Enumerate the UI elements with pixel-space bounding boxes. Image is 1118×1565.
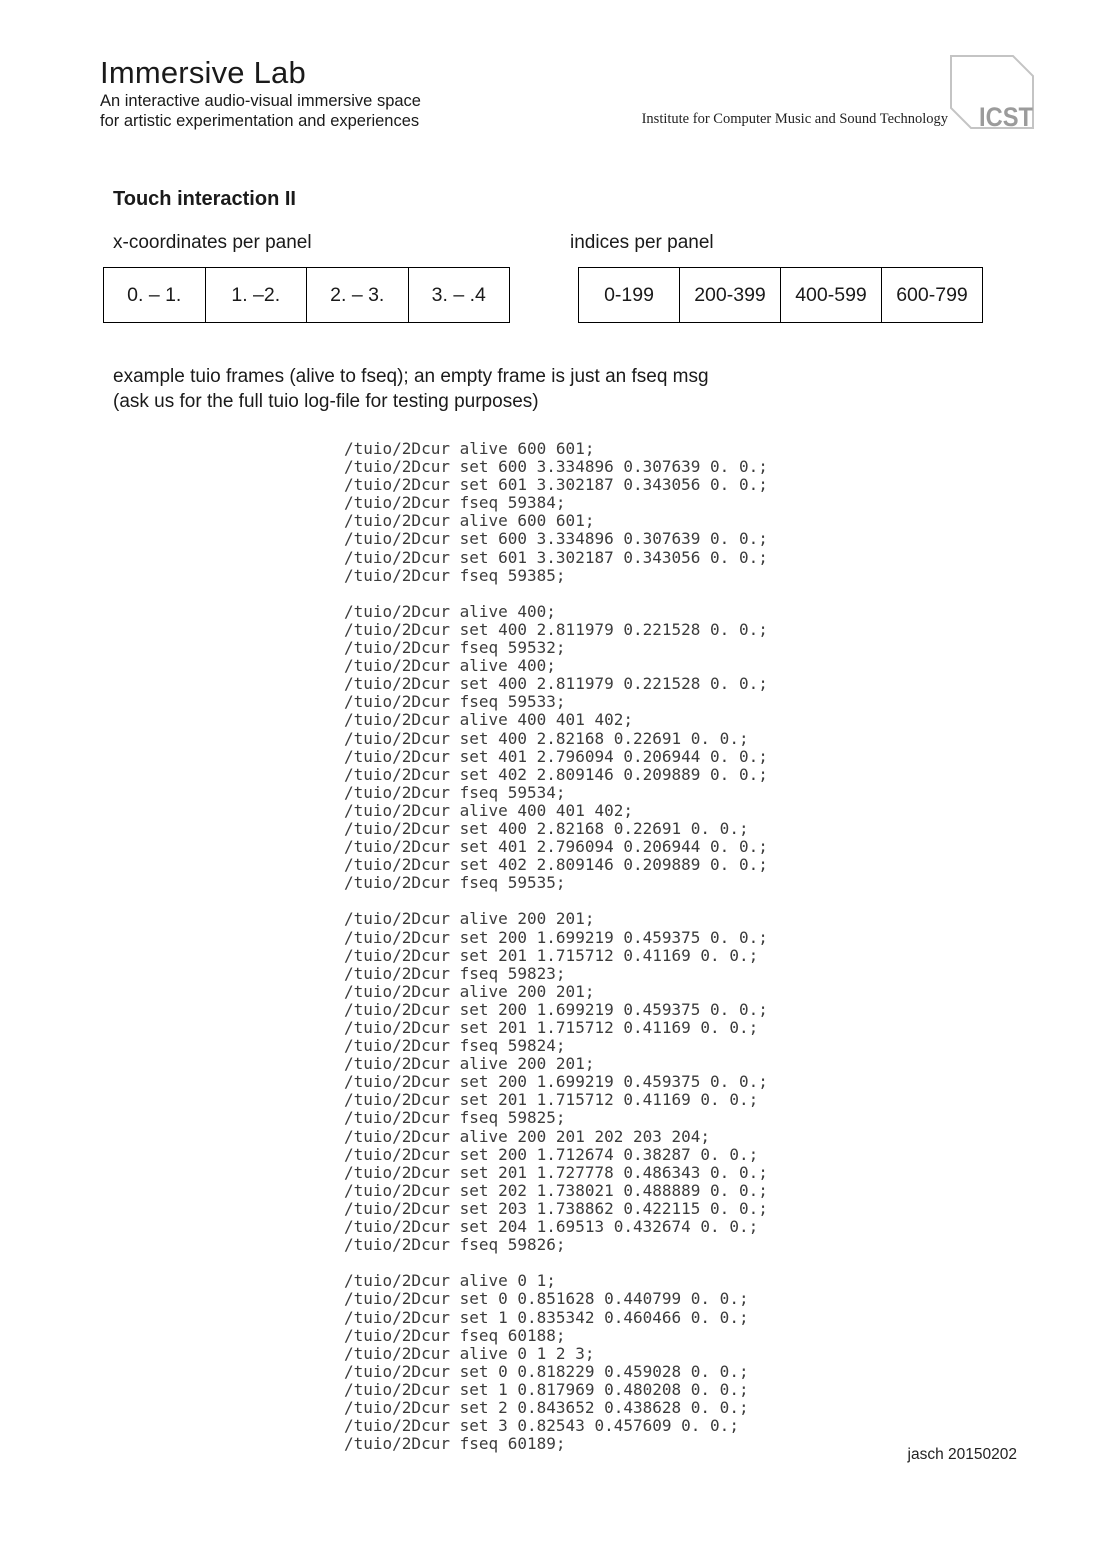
example-text-line-1: example tuio frames (alive to fseq); an empty frame is just an fseq msg <box>113 366 709 387</box>
tuio-log-line: /tuio/2Dcur set 202 1.738021 0.488889 0. 0.; <box>344 1180 768 1200</box>
tuio-log-line: /tuio/2Dcur set 400 2.82168 0.22691 0. 0.; <box>344 728 749 748</box>
tuio-log-block <box>344 1272 768 1453</box>
tuio-log-line: /tuio/2Dcur set 600 3.334896 0.307639 0. 0.; <box>344 457 768 477</box>
tuio-log-line: /tuio/2Dcur set 200 1.699219 0.459375 0. 0.; <box>344 927 768 947</box>
tuio-log-line: /tuio/2Dcur alive 200 201; <box>344 909 595 929</box>
table-cell: 600-799 <box>881 268 982 322</box>
tuio-log-line: /tuio/2Dcur set 201 1.715712 0.41169 0. 0.; <box>344 1090 759 1110</box>
tuio-log-line: /tuio/2Dcur set 201 1.727778 0.486343 0. 0.; <box>344 1162 768 1182</box>
tuio-log-line: /tuio/2Dcur fseq 59535; <box>344 873 566 893</box>
indices-table <box>578 267 983 323</box>
tuio-log-line: /tuio/2Dcur fseq 59826; <box>344 1235 566 1255</box>
subtitle-line-1: An interactive audio-visual immersive space <box>100 92 421 110</box>
tuio-log-line: /tuio/2Dcur set 601 3.302187 0.343056 0. 0.; <box>344 547 768 567</box>
example-text <box>113 364 709 414</box>
tuio-log-line: /tuio/2Dcur set 600 3.334896 0.307639 0. 0.; <box>344 529 768 549</box>
tuio-log-line: /tuio/2Dcur fseq 59534; <box>344 782 566 802</box>
table-cell: 400-599 <box>780 268 881 322</box>
tuio-log-line: /tuio/2Dcur set 401 2.796094 0.206944 0. 0.; <box>344 837 768 857</box>
indices-table-label: indices per panel <box>570 232 714 253</box>
example-text-line-2: (ask us for the full tuio log-file for testing purposes) <box>113 391 539 412</box>
tuio-log-line: /tuio/2Dcur fseq 59384; <box>344 493 566 513</box>
tuio-log-line: /tuio/2Dcur set 3 0.82543 0.457609 0. 0.; <box>344 1416 739 1436</box>
tuio-log-line: /tuio/2Dcur set 200 1.712674 0.38287 0. 0.; <box>344 1144 759 1164</box>
tuio-log-line: /tuio/2Dcur set 401 2.796094 0.206944 0. 0.; <box>344 746 768 766</box>
x-coordinates-table <box>103 267 510 323</box>
table-cell: 2. – 3. <box>306 268 408 322</box>
tuio-log-line: /tuio/2Dcur set 400 2.82168 0.22691 0. 0.; <box>344 818 749 838</box>
table-cell: 200-399 <box>679 268 780 322</box>
table-cell: 0. – 1. <box>127 283 182 306</box>
tuio-log-line: /tuio/2Dcur alive 200 201; <box>344 981 595 1001</box>
tuio-log-line: /tuio/2Dcur fseq 59825; <box>344 1108 566 1128</box>
tuio-log-line: /tuio/2Dcur fseq 59824; <box>344 1036 566 1056</box>
page-subtitle <box>100 92 421 131</box>
tuio-log-line: /tuio/2Dcur set 402 2.809146 0.209889 0. 0.; <box>344 855 768 875</box>
tuio-log-line: /tuio/2Dcur set 200 1.699219 0.459375 0. 0.; <box>344 999 768 1019</box>
tuio-log-line: /tuio/2Dcur set 400 2.811979 0.221528 0. 0.; <box>344 619 768 639</box>
tuio-log <box>344 440 768 1471</box>
tuio-log-line: /tuio/2Dcur set 1 0.817969 0.480208 0. 0.; <box>344 1379 749 1399</box>
tuio-log-line: /tuio/2Dcur set 201 1.715712 0.41169 0. 0.; <box>344 1018 759 1037</box>
tuio-log-line: /tuio/2Dcur alive 0 1; <box>344 1271 556 1291</box>
tuio-log-line: /tuio/2Dcur alive 400 401 402; <box>344 800 633 820</box>
tuio-log-line: /tuio/2Dcur fseq 59533; <box>344 692 566 712</box>
tuio-log-line: /tuio/2Dcur fseq 60189; <box>344 1434 566 1454</box>
x-coordinates-table-label: x-coordinates per panel <box>113 232 312 253</box>
tuio-log-line: /tuio/2Dcur alive 400; <box>344 656 556 676</box>
page-title: Immersive Lab <box>100 55 306 90</box>
tuio-log-line: /tuio/2Dcur set 402 2.809146 0.209889 0. 0.; <box>344 764 768 784</box>
tuio-log-line: /tuio/2Dcur set 201 1.715712 0.41169 0. 0.; <box>344 945 759 965</box>
icst-logo-text: ICST <box>979 102 1034 132</box>
tuio-log-line: /tuio/2Dcur set 400 2.811979 0.221528 0. 0.; <box>344 674 768 694</box>
tuio-log-line: /tuio/2Dcur set 1 0.835342 0.460466 0. 0.; <box>344 1307 749 1327</box>
tuio-log-line: /tuio/2Dcur alive 400; <box>344 601 556 621</box>
tuio-log-block <box>344 440 768 585</box>
tuio-log-line: /tuio/2Dcur fseq 60188; <box>344 1325 566 1345</box>
tuio-log-line: /tuio/2Dcur set 200 1.699219 0.459375 0. 0.; <box>344 1072 768 1092</box>
tuio-log-line: /tuio/2Dcur alive 400 401 402; <box>344 710 633 730</box>
tuio-log-line: /tuio/2Dcur alive 200 201 202 203 204; <box>344 1126 711 1146</box>
tuio-log-line: /tuio/2Dcur set 0 0.851628 0.440799 0. 0.; <box>344 1289 749 1309</box>
tuio-log-line: /tuio/2Dcur alive 200 201; <box>344 1054 595 1074</box>
tuio-log-block <box>344 910 768 1254</box>
tuio-log-line: /tuio/2Dcur set 203 1.738862 0.422115 0. 0.; <box>344 1198 768 1218</box>
table-cell: 1. –2. <box>205 268 307 322</box>
institute-name: Institute for Computer Music and Sound Technology <box>641 111 948 127</box>
table-cell: 3. – .4 <box>408 268 510 322</box>
tuio-log-line: /tuio/2Dcur fseq 59532; <box>344 638 566 658</box>
tuio-log-line: /tuio/2Dcur alive 600 601; <box>344 439 595 458</box>
tuio-log-line: /tuio/2Dcur alive 600 601; <box>344 511 595 531</box>
tuio-log-line: /tuio/2Dcur fseq 59823; <box>344 963 566 983</box>
section-heading: Touch interaction II <box>113 188 296 210</box>
tuio-log-line: /tuio/2Dcur fseq 59385; <box>344 565 566 585</box>
tuio-log-line: /tuio/2Dcur set 204 1.69513 0.432674 0. 0.; <box>344 1217 759 1237</box>
tuio-log-line: /tuio/2Dcur alive 0 1 2 3; <box>344 1343 595 1363</box>
icst-logo <box>950 55 1034 132</box>
tuio-log-line: /tuio/2Dcur set 2 0.843652 0.438628 0. 0.; <box>344 1397 749 1417</box>
tuio-log-block <box>344 603 768 893</box>
table-cell: 0-199 <box>604 283 654 306</box>
tuio-log-line: /tuio/2Dcur set 0 0.818229 0.459028 0. 0.; <box>344 1361 749 1381</box>
footer-credit: jasch 20150202 <box>907 1446 1017 1463</box>
tuio-log-line: /tuio/2Dcur set 601 3.302187 0.343056 0. 0.; <box>344 475 768 495</box>
subtitle-line-2: for artistic experimentation and experiences <box>100 111 420 130</box>
